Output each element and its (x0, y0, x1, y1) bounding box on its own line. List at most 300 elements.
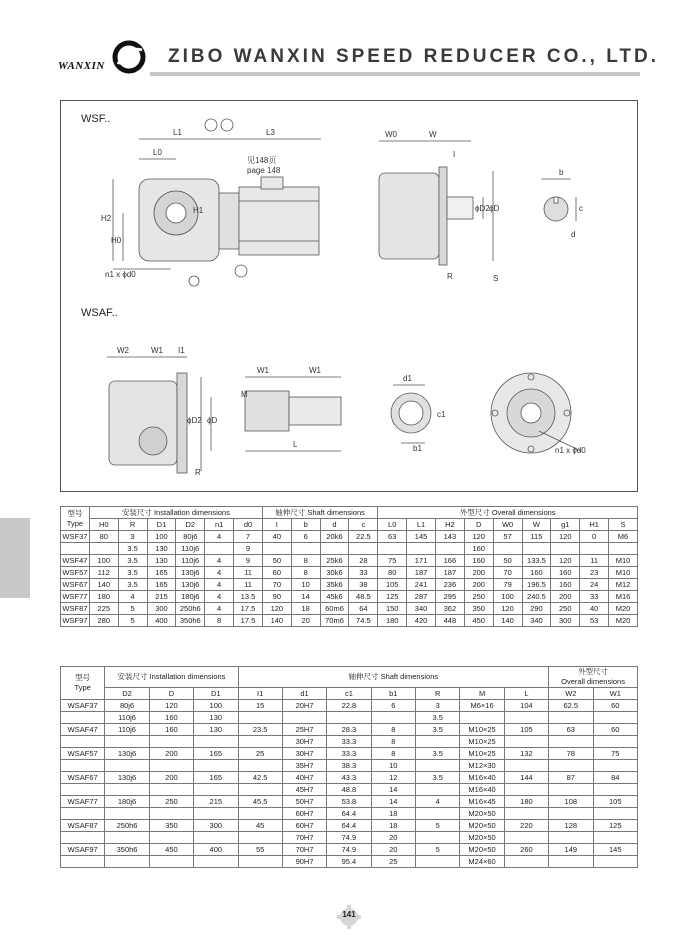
table-cell: 48.5 (349, 591, 378, 603)
table-cell: 90 (262, 591, 291, 603)
table-cell: 130j6 (105, 772, 149, 784)
table-cell: 420 (407, 615, 436, 627)
dim-label: M (241, 390, 248, 399)
table-cell (593, 856, 638, 868)
table-cell: 30k6 (320, 567, 349, 579)
table-cell: 100 (493, 591, 522, 603)
wsaf-dimension-table (60, 666, 638, 868)
table-row (61, 567, 638, 579)
table-cell: 38 (349, 579, 378, 591)
table-cell: 130 (147, 555, 176, 567)
column-header: D (149, 688, 193, 700)
table-cell: 30H7 (282, 736, 326, 748)
table-cell (416, 760, 460, 772)
table-cell: 215 (147, 591, 176, 603)
table-cell: 20 (291, 615, 320, 627)
table-cell: 250 (149, 796, 193, 808)
table-cell: 187 (407, 567, 436, 579)
dim-label: n1 x ϕd0 (105, 270, 136, 279)
table-cell: 74.9 (327, 832, 371, 844)
table-cell: 350h6 (105, 844, 149, 856)
table-cell: 15 (238, 700, 282, 712)
side-tab-line1: WS (0, 484, 10, 500)
table-cell: 171 (407, 555, 436, 567)
table-cell: 70H7 (282, 844, 326, 856)
column-header: R (118, 519, 147, 531)
table-cell (609, 543, 638, 555)
table-cell: 125 (378, 591, 407, 603)
dim-label: ϕD (207, 416, 218, 425)
table-cell: WSAF57 (61, 748, 105, 760)
table-cell: 200 (149, 748, 193, 760)
table-cell: 120 (464, 531, 493, 543)
dim-label: n1 x ϕd0 (555, 446, 586, 455)
table-cell (194, 760, 238, 772)
table-cell: 70 (262, 579, 291, 591)
table-cell (593, 712, 638, 724)
table-cell: 140 (493, 615, 522, 627)
dim-label: L1 (173, 128, 182, 137)
table-cell (61, 712, 105, 724)
wanxin-logo (58, 40, 148, 76)
dim-label: W1 (257, 366, 269, 375)
column-header: I1 (238, 688, 282, 700)
table-cell: 187 (435, 567, 464, 579)
type-header (61, 667, 105, 700)
table-cell (105, 736, 149, 748)
table-cell (194, 856, 238, 868)
table-cell: 130j6 (176, 567, 205, 579)
page-header (0, 0, 700, 90)
table-cell: 450 (464, 615, 493, 627)
table-cell: 14 (371, 796, 415, 808)
table-cell: 340 (407, 603, 436, 615)
dim-label: H1 (193, 206, 204, 215)
table-cell: M10 (609, 567, 638, 579)
table-cell: 104 (504, 700, 548, 712)
table-cell: WSF57 (62, 567, 88, 577)
dim-label: L3 (266, 128, 275, 137)
table-cell: 75 (593, 748, 638, 760)
table-cell: 11 (234, 567, 263, 579)
drawing-note: page 148 (247, 166, 281, 175)
fig-label-wsaf: WSAF.. (81, 307, 118, 319)
table-cell: 6 (291, 531, 320, 543)
table-cell (61, 760, 105, 772)
table-cell: 5 (416, 820, 460, 832)
fig-label-wsf: WSF.. (81, 113, 111, 125)
column-header: d0 (234, 519, 263, 531)
type-header-en: Type (74, 683, 91, 692)
table-cell: 70m6 (320, 615, 349, 627)
table-cell (504, 808, 548, 820)
table-cell: 24 (580, 579, 609, 591)
table-cell: 300 (147, 603, 176, 615)
table-cell: 240.5 (522, 591, 551, 603)
table-cell: 64 (349, 603, 378, 615)
table-cell: 280 (89, 615, 118, 627)
table-cell: 200 (464, 579, 493, 591)
table-row (61, 772, 638, 784)
table-cell (205, 543, 234, 555)
table-row (61, 736, 638, 748)
table-cell: 108 (549, 796, 593, 808)
table-cell (593, 784, 638, 796)
table-cell: 350 (464, 603, 493, 615)
table-cell: 33.3 (327, 748, 371, 760)
drawing-svg (61, 101, 637, 491)
table-cell: M16×40 (460, 784, 504, 796)
header-rule (150, 72, 640, 76)
table-cell: 35H7 (282, 760, 326, 772)
table-cell: 4 (416, 796, 460, 808)
table-cell: 79 (493, 579, 522, 591)
column-header: c1 (327, 688, 371, 700)
table-cell: 128 (549, 820, 593, 832)
table-cell: 80 (89, 531, 118, 543)
type-header (61, 507, 90, 531)
table-cell: 40H7 (282, 772, 326, 784)
table-cell (493, 543, 522, 555)
table-cell: 105 (593, 796, 638, 808)
table-cell: 45.5 (238, 796, 282, 808)
table-cell: 45k6 (320, 591, 349, 603)
table-cell (149, 760, 193, 772)
table-cell: M20×50 (460, 808, 504, 820)
column-header: W (522, 519, 551, 531)
table-cell: 260 (504, 844, 548, 856)
table-cell (407, 543, 436, 555)
table-cell: 5 (118, 603, 147, 615)
column-header: d1 (282, 688, 326, 700)
table-cell (149, 808, 193, 820)
table-cell (238, 736, 282, 748)
table-cell: 80j6 (176, 531, 205, 543)
table-cell (504, 856, 548, 868)
column-header: D2 (176, 519, 205, 531)
table-cell: 115 (522, 531, 551, 543)
table-cell (194, 784, 238, 796)
table-cell (551, 543, 580, 555)
table-cell: 22.5 (349, 531, 378, 543)
table-cell: 3.5 (416, 748, 460, 760)
type-header-cn: 型号 (75, 673, 91, 682)
type-header-en: Type (66, 518, 84, 528)
table-cell: 290 (522, 603, 551, 615)
table-cell: 18 (291, 603, 320, 615)
table-cell: 130 (194, 712, 238, 724)
table-cell: 400 (194, 844, 238, 856)
table-cell: 74.9 (327, 844, 371, 856)
table-cell: 3.5 (118, 543, 147, 555)
column-header: L1 (407, 519, 436, 531)
dim-label: ϕD2 (475, 204, 490, 213)
table-cell: 5 (118, 615, 147, 627)
table-cell (262, 543, 291, 555)
table-cell: M12 (609, 579, 638, 591)
table-cell: M20×50 (460, 832, 504, 844)
table-cell: 8 (205, 615, 234, 627)
table-cell (371, 712, 415, 724)
table-cell: 7 (234, 531, 263, 543)
table-cell: M24×60 (460, 856, 504, 868)
table-cell: 220 (504, 820, 548, 832)
table-cell: 300 (551, 615, 580, 627)
dim-label: d1 (403, 374, 412, 383)
table-cell: 180j6 (105, 796, 149, 808)
column-header: g1 (551, 519, 580, 531)
table-cell: WSAF77 (61, 796, 105, 808)
table-cell: 3.5 (118, 579, 147, 591)
table-cell (549, 760, 593, 772)
table-cell: 241 (407, 579, 436, 591)
table-cell (291, 543, 320, 555)
table-cell: 120 (493, 603, 522, 615)
table-cell: 140 (89, 579, 118, 591)
table-cell: 250h6 (105, 820, 149, 832)
table-cell: 60 (593, 700, 638, 712)
dim-label: ϕD (489, 204, 500, 213)
column-header: D1 (194, 688, 238, 700)
table-cell: 165 (194, 772, 238, 784)
table-cell: 120 (149, 700, 193, 712)
table-cell: WSAF87 (61, 820, 105, 832)
table-cell: 8 (371, 748, 415, 760)
table-row (61, 555, 638, 567)
table-cell (61, 736, 105, 748)
group-header (549, 667, 638, 688)
table-cell: 53.8 (327, 796, 371, 808)
table-cell: 180 (378, 615, 407, 627)
table-cell: 100 (194, 700, 238, 712)
dim-label: R (447, 272, 453, 281)
table-cell: 180 (504, 796, 548, 808)
table-cell (238, 712, 282, 724)
table-cell: 145 (593, 844, 638, 856)
dim-label: W0 (385, 130, 397, 139)
table-row (61, 832, 638, 844)
column-header: L (504, 688, 548, 700)
table-cell: 143 (435, 531, 464, 543)
table-cell: 287 (407, 591, 436, 603)
table-cell: 64.4 (327, 820, 371, 832)
dim-label: I1 (178, 346, 185, 355)
table-cell: 165 (147, 567, 176, 579)
table-cell: 3.5 (118, 555, 147, 567)
wsf-motor (239, 187, 319, 255)
table-cell (549, 808, 593, 820)
table-cell: 100 (147, 531, 176, 543)
table-cell: 300 (194, 820, 238, 832)
table-cell: 180j6 (176, 591, 205, 603)
column-header: S (609, 519, 638, 531)
dim-label: R (195, 468, 201, 477)
table-cell: 160 (464, 555, 493, 567)
table-cell: 0 (580, 531, 609, 543)
table-cell: 144 (504, 772, 548, 784)
table-cell: 100 (89, 555, 118, 567)
table-cell: 60 (262, 567, 291, 579)
table-cell (149, 856, 193, 868)
table-cell: 4 (205, 603, 234, 615)
table-cell: 4 (205, 531, 234, 543)
table-cell (349, 543, 378, 555)
table-cell: 200 (149, 772, 193, 784)
column-header: c (349, 519, 378, 531)
table-cell (238, 784, 282, 796)
table-cell (105, 832, 149, 844)
logo-swirl-icon (112, 40, 146, 74)
group-header-cn: 外型尺寸 (578, 667, 609, 676)
table-row (61, 615, 638, 627)
table-cell: 160 (522, 567, 551, 579)
table-cell: M10×25 (460, 724, 504, 736)
table-cell: 160 (551, 579, 580, 591)
table-cell: 140 (262, 615, 291, 627)
table-cell (593, 736, 638, 748)
table-cell (416, 832, 460, 844)
table-cell: WSF77 (62, 591, 88, 601)
table-cell: 22.8 (327, 700, 371, 712)
column-header: I (262, 519, 291, 531)
wsaf-housing (109, 381, 177, 465)
table-cell: 8 (371, 736, 415, 748)
table-row (61, 543, 638, 555)
column-header: R (416, 688, 460, 700)
column-header: M (460, 688, 504, 700)
table-cell: 43.3 (327, 772, 371, 784)
table-cell: 130j6 (176, 579, 205, 591)
column-header: L0 (378, 519, 407, 531)
table-cell: M20×50 (460, 820, 504, 832)
table-cell: 84 (593, 772, 638, 784)
table-column-row (61, 688, 638, 700)
logo-text: WANXIN (58, 60, 105, 72)
group-header-en: Overall dimensions (561, 677, 625, 686)
table-cell: 400 (147, 615, 176, 627)
table-cell (327, 712, 371, 724)
dim-label: H2 (101, 214, 112, 223)
table-cell (238, 808, 282, 820)
table-cell: 112 (89, 567, 118, 579)
side-tab-line2: WS (0, 503, 10, 518)
table-cell: M20 (609, 603, 638, 615)
table-cell (238, 856, 282, 868)
table-cell: 3.5 (416, 772, 460, 784)
table-cell: 3 (416, 700, 460, 712)
column-header: D2 (105, 688, 149, 700)
table-cell: 23 (580, 567, 609, 579)
table-cell: 120 (262, 603, 291, 615)
dim-label: W1 (151, 346, 163, 355)
table-cell: M6×16 (460, 700, 504, 712)
technical-drawing (60, 100, 638, 492)
table-cell: 25 (371, 856, 415, 868)
dim-label: I (453, 150, 456, 159)
table-cell: 350 (149, 820, 193, 832)
table-cell (549, 832, 593, 844)
table-cell: M12×30 (460, 760, 504, 772)
table-cell (593, 808, 638, 820)
table-cell: 10 (291, 579, 320, 591)
table-row (61, 579, 638, 591)
table-cell: 23.5 (238, 724, 282, 736)
table-cell: 60m6 (320, 603, 349, 615)
table-cell (593, 760, 638, 772)
table-cell (416, 808, 460, 820)
table-row (61, 820, 638, 832)
table-cell: 5 (416, 844, 460, 856)
table-cell: 165 (147, 579, 176, 591)
table-cell: 60H7 (282, 808, 326, 820)
group-header: 轴伸尺寸 Shaft dimensions (262, 507, 377, 519)
table-cell: 200 (464, 567, 493, 579)
table-cell: 95.4 (327, 856, 371, 868)
table-cell: 125 (593, 820, 638, 832)
table-cell: 38.3 (327, 760, 371, 772)
table-cell: 50 (262, 555, 291, 567)
table-row (61, 844, 638, 856)
table-cell: 25 (238, 748, 282, 760)
table-cell (89, 543, 118, 555)
table-cell: 33 (349, 567, 378, 579)
table-cell: 48.8 (327, 784, 371, 796)
table-row (61, 856, 638, 868)
table-cell: 80j6 (105, 700, 149, 712)
table-cell: M16 (609, 591, 638, 603)
table-cell (504, 736, 548, 748)
column-header: H2 (435, 519, 464, 531)
table-cell: 132 (504, 748, 548, 760)
wsf-adapter (219, 193, 239, 249)
table-cell (416, 856, 460, 868)
table-cell: 11 (234, 579, 263, 591)
table-cell: 160 (551, 567, 580, 579)
column-header: D (464, 519, 493, 531)
table-cell: 4 (205, 567, 234, 579)
table-cell: 8 (291, 555, 320, 567)
dim-label: W2 (117, 346, 129, 355)
group-header: 外型尺寸 Overall dimensions (378, 507, 638, 519)
table-cell (105, 856, 149, 868)
table-cell: 55 (238, 844, 282, 856)
dim-label: L0 (153, 148, 162, 157)
column-header: n1 (205, 519, 234, 531)
table-cell: 133.5 (522, 555, 551, 567)
table-cell: 9 (234, 543, 263, 555)
table-cell: 14 (371, 784, 415, 796)
table-cell (61, 832, 105, 844)
table-row (61, 712, 638, 724)
series-side-tab (0, 484, 30, 598)
table-cell: 10 (371, 760, 415, 772)
wsf-side-housing (379, 173, 439, 259)
table-cell: 250h6 (176, 603, 205, 615)
table-cell: 160 (464, 543, 493, 555)
dim-label: W (429, 130, 437, 139)
table-cell: 20H7 (282, 700, 326, 712)
table-row (61, 700, 638, 712)
table-cell: 14 (291, 591, 320, 603)
table-cell: WSF47 (62, 555, 88, 565)
table-cell: 57 (493, 531, 522, 543)
table-cell (416, 784, 460, 796)
table-cell: 33 (580, 591, 609, 603)
table-cell: 53 (580, 615, 609, 627)
table-cell: WSAF67 (61, 772, 105, 784)
table-row (61, 603, 638, 615)
table-cell (435, 543, 464, 555)
